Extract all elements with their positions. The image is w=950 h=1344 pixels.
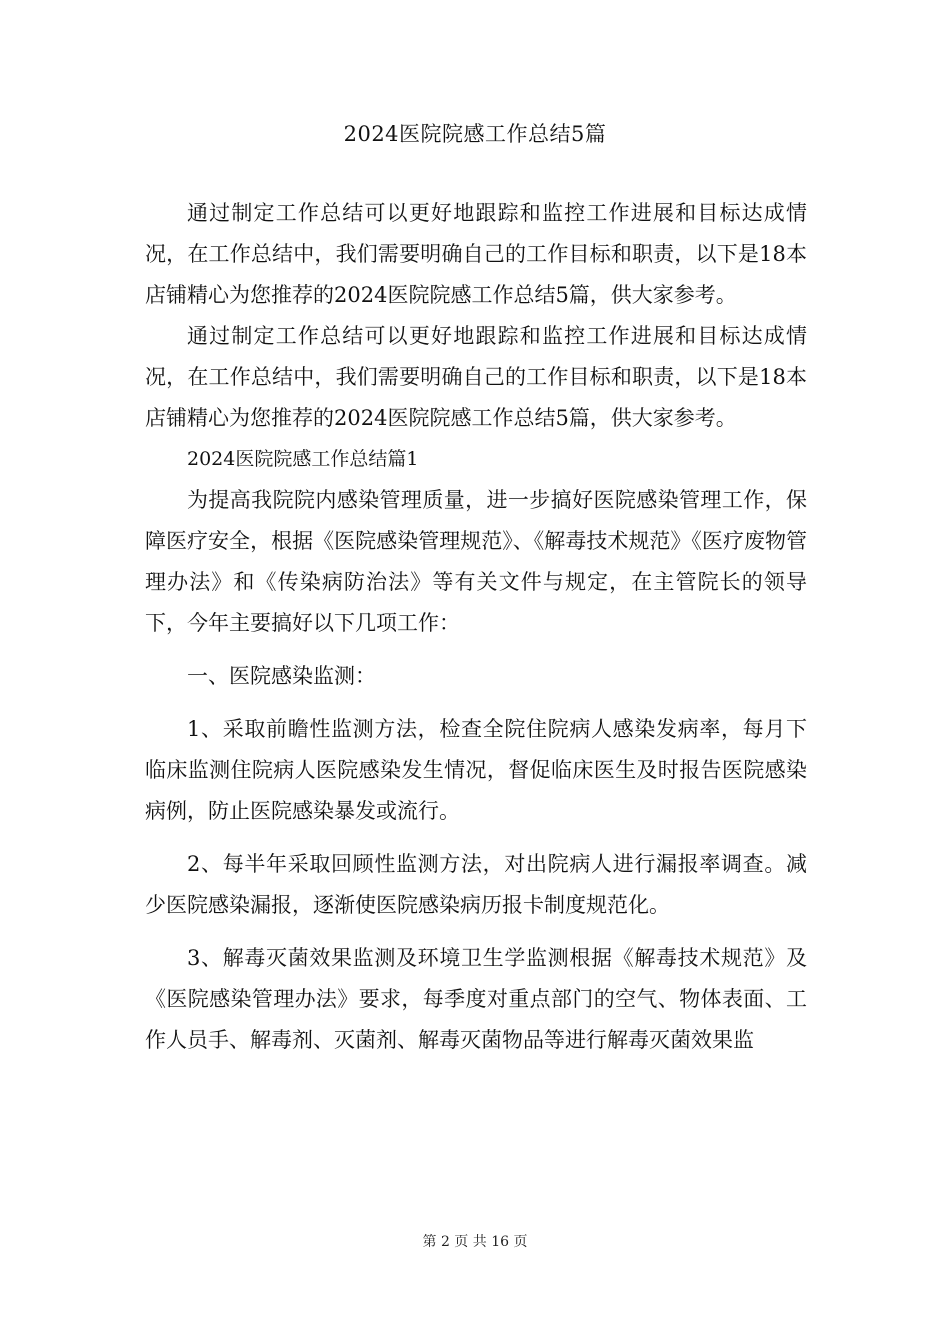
page-footer: 第 2 页 共 16 页 — [422, 1234, 528, 1250]
section-heading: 2024医院院感工作总结篇1 — [187, 448, 419, 470]
body-paragraph-purpose: 为提高我院院内感染管理质量，进一步搞好医院感染管理工作，保障医疗安全，根据《医院感染管理规范》、《解毒技术规范》《医疗废物管理办法》和《传染病防治法》等有关文件与规定，在主管院长的领导下，今年主要搞好以下几项工作： — [145, 488, 807, 635]
intro-paragraph-1: 通过制定工作总结可以更好地跟踪和监控工作进展和目标达成情况，在工作总结中，我们需要明确自己的工作目标和职责，以下是18本店铺精心为您推荐的2024医院院感工作总结5篇，供大家参考。 — [145, 201, 807, 307]
subheading-infection-monitoring: 一、医院感染监测： — [187, 664, 376, 688]
list-item-1: 1、采取前瞻性监测方法，检查全院住院病人感染发病率，每月下临床监测住院病人医院感染发生情况，督促临床医生及时报告医院感染病例，防止医院感染暴发或流行。 — [145, 717, 807, 823]
list-item-3: 3、解毒灭菌效果监测及环境卫生学监测根据《解毒技术规范》及《医院感染管理办法》要求，每季度对重点部门的空气、物体表面、工作人员手、解毒剂、灭菌剂、解毒灭菌物品等进行解毒灭菌效果监 — [145, 946, 807, 1052]
list-item-2: 2、每半年采取回顾性监测方法，对出院病人进行漏报率调查。减少医院感染漏报，逐渐使医院感染病历报卡制度规范化。 — [145, 852, 807, 917]
document-body — [145, 193, 807, 1061]
intro-paragraph-2: 通过制定工作总结可以更好地跟踪和监控工作进展和目标达成情况，在工作总结中，我们需要明确自己的工作目标和职责，以下是18本店铺精心为您推荐的2024医院院感工作总结5篇，供大家参考。 — [145, 324, 807, 430]
document-title: 2024医院院感工作总结5篇 — [343, 122, 607, 146]
